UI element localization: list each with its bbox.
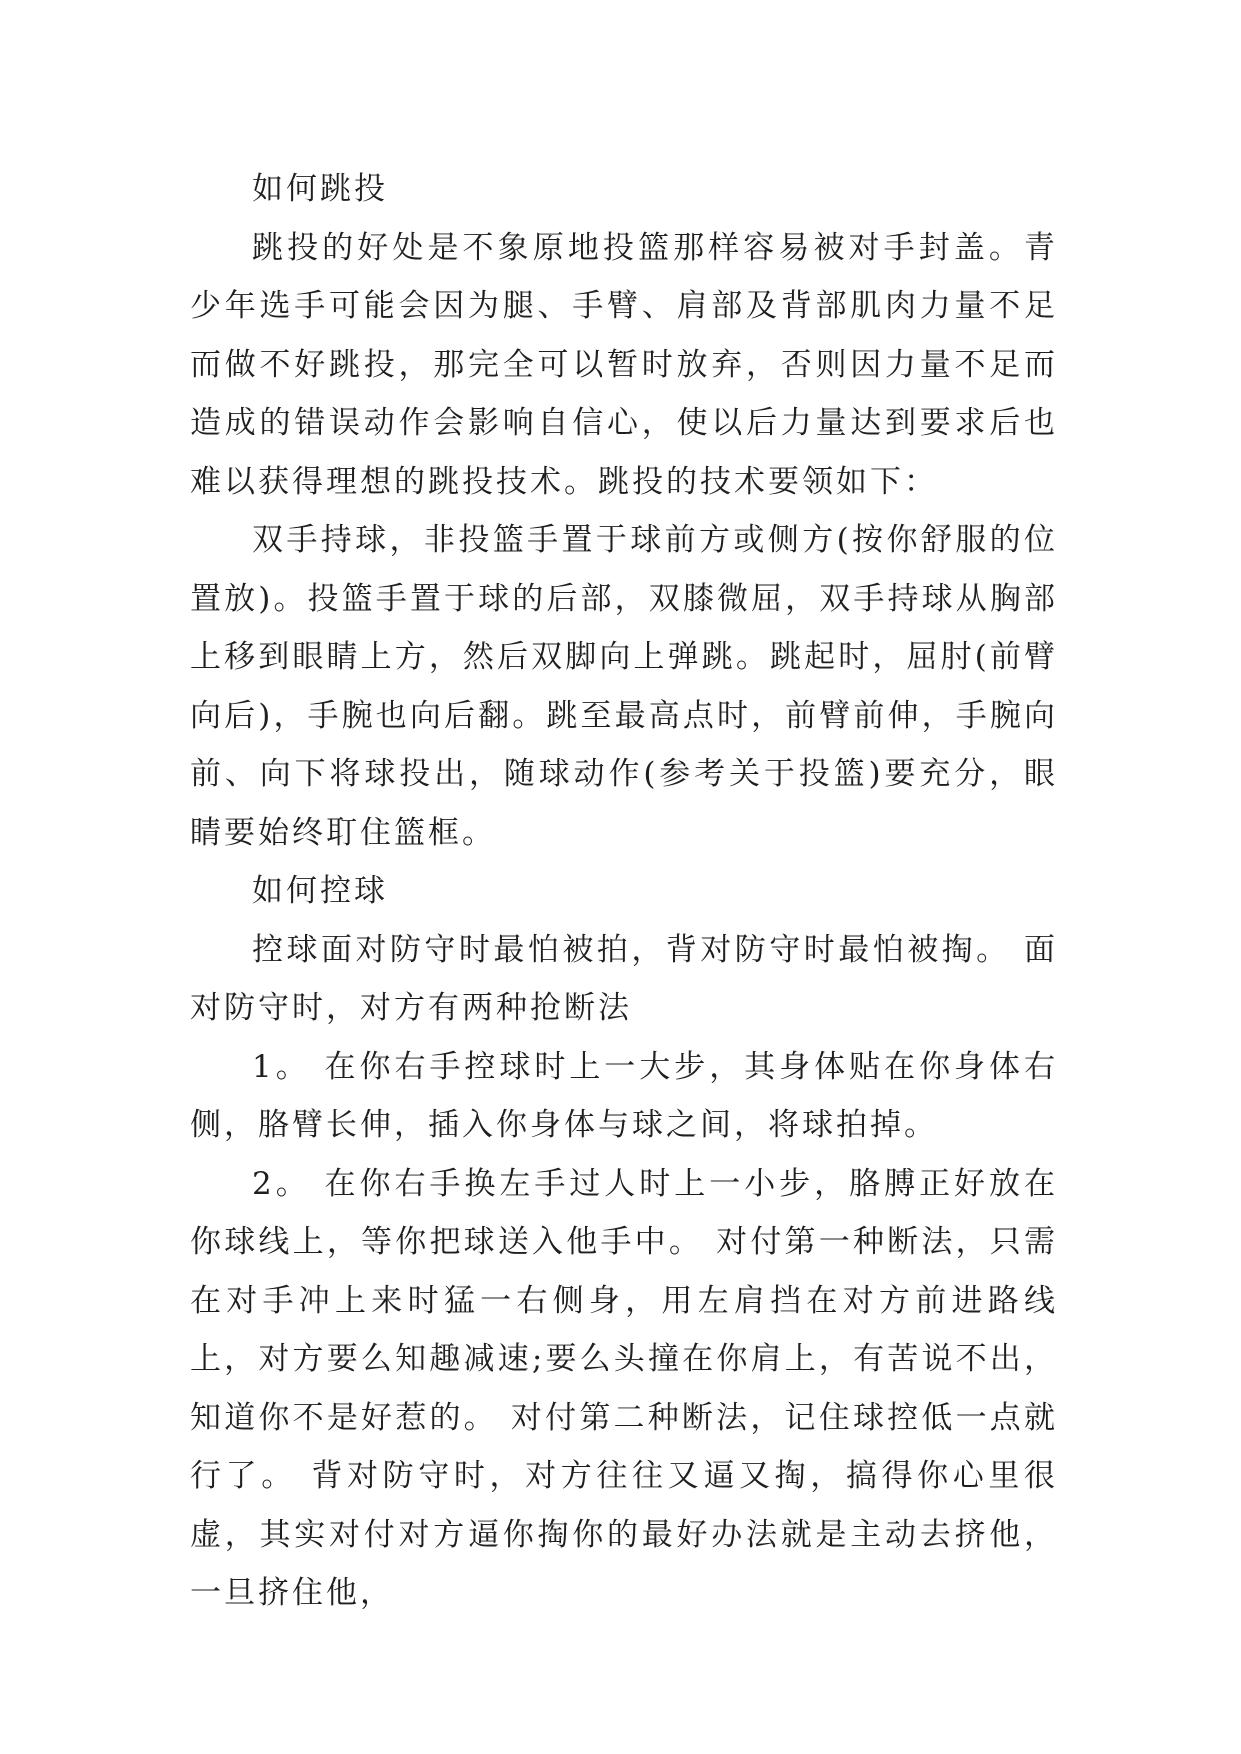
body-paragraph: 跳投的好处是不象原地投篮那样容易被对手封盖。青少年选手可能会因为腿、手臂、肩部及背部肌肉力量不足而做不好跳投，那完全可以暂时放弃，否则因力量不足而造成的错误动作会影响自信心，使以后力量达到要求后也难以获得理想的跳投技术。跳投的技术要领如下：: [190, 229, 1058, 500]
body-paragraph: 控球面对防守时最怕被拍，背对防守时最怕被掏。 面对防守时，对方有两种抢断法: [190, 931, 1058, 1026]
body-paragraph: 2。 在你右手换左手过人时上一小步，胳膊正好放在你球线上，等你把球送入他手中。 对付第一种断法，只需在对手冲上来时猛一右侧身，用左肩挡在对方前进路线上，对方要么知趣减速;要么头撞在你肩上，有苦说不出，知道你不是好惹的。 对付第二种断法，记住球控低一点就行了。 背对防守时，对方往往又逼又掏，搞得你心里很虚，其实对付对方逼你掏你的最好办法就是主动去挤他，一旦挤住他，: [190, 1165, 1058, 1611]
section-heading-ball-control: 如何控球: [252, 873, 388, 909]
body-paragraph: 双手持球，非投篮手置于球前方或侧方(按你舒服的位置放)。投篮手置于球的后部，双膝微屈，双手持球从胸部上移到眼睛上方，然后双脚向上弹跳。跳起时，屈肘(前臂向后)，手腕也向后翻。跳至最高点时，前臂前伸，手腕向前、向下将球投出，随球动作(参考关于投篮)要充分，眼睛要始终耵住篮框。: [190, 522, 1058, 851]
section-heading-jump-shot: 如何跳投: [252, 171, 388, 207]
body-paragraph: 1。 在你右手控球时上一大步，其身体贴在你身体右侧，胳臂长伸，插入你身体与球之间，将球拍掉。: [190, 1048, 1058, 1143]
document-body: [190, 160, 1058, 1623]
